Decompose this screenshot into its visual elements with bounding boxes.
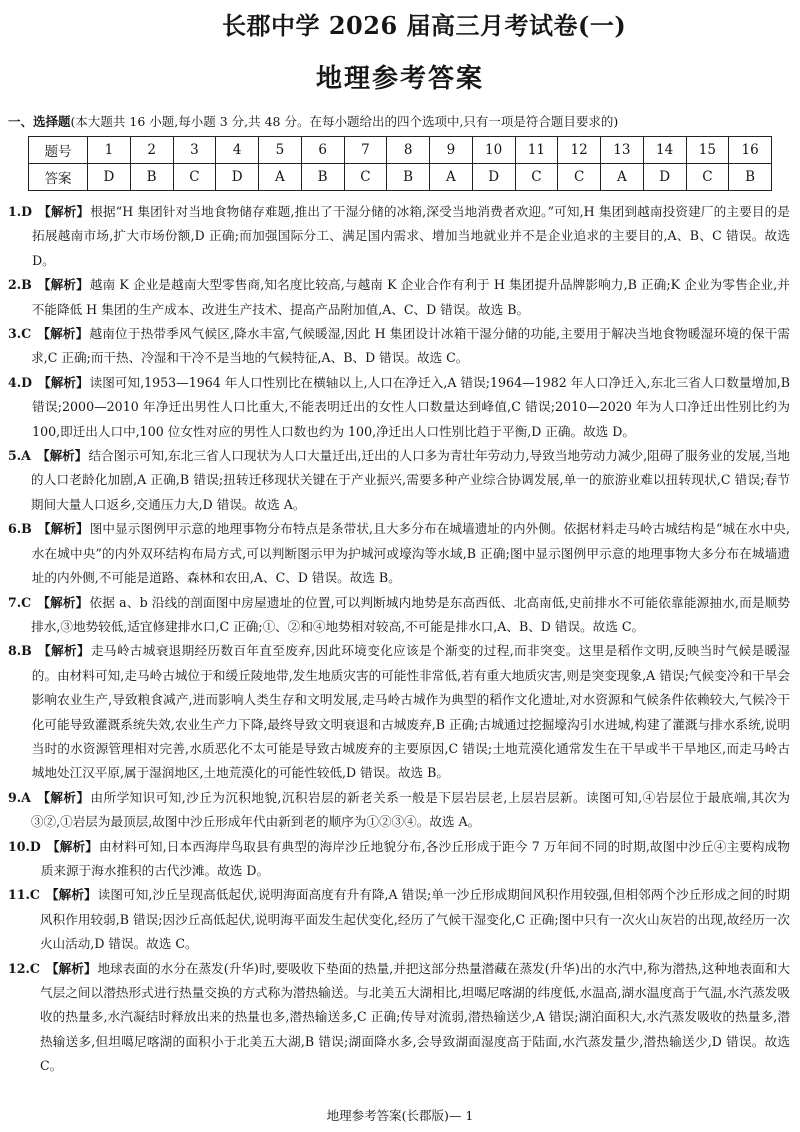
explanation-item bbox=[8, 273, 790, 322]
item-text: 读图可知,1953—1964 年人口性别比在横轴以上,人口在净迁入,A 错误;1964—1982 年人口净迁入,东北三省人口数量增加,B 错误;2000—2010 年净迁出男性人口比重大,不能表明迁出的女性人口数量达到峰值,C 错误;2010—2020 年为人口净迁出性别比约为 100,即迁出人口中,100 位女性对应的男性人口数也约为 100,净迁出人口性别比趋于平衡,D 正确。故选 D。 bbox=[32, 374, 790, 439]
page-title: 地理参考答案 bbox=[315, 64, 484, 94]
item-number-answer: 7.C bbox=[8, 594, 32, 610]
item-text: 读图可知,沙丘呈现高低起伏,说明海面高度有升有降,A 错误;单一沙丘形成期间风积作用较强,但相邻两个沙丘形成之间的时期风积作用较弱,B 错误;因沙丘高低起伏,说明海平面发生起伏变化,经历了气候干湿变化,C 正确;图中只有一次火山灰岩的出现,故经历一次火山活动,D 错误。故选 C。 bbox=[39, 887, 791, 952]
analysis-tag: 【解析】 bbox=[45, 887, 97, 903]
analysis-tag: 【解析】 bbox=[45, 960, 97, 976]
item-number-answer: 8.B bbox=[8, 643, 32, 659]
section-heading bbox=[8, 112, 798, 132]
question-number-cell: 2 bbox=[130, 137, 173, 164]
item-body bbox=[40, 883, 790, 956]
item-text: 由材料可知,日本西海岸鸟取县有典型的海岸沙丘地貌分布,各沙丘形成于距今 7 万年间不同的时期,故图中沙丘④主要构成物质来源于海水推积的古代沙滩。故选 D。 bbox=[40, 838, 791, 878]
answer-table-answer-row bbox=[29, 164, 772, 191]
analysis-tag: 【解析】 bbox=[36, 789, 90, 805]
explanation-item bbox=[8, 835, 790, 884]
item-body bbox=[32, 517, 790, 590]
explanation-item bbox=[8, 517, 790, 590]
answer-cell: A bbox=[601, 164, 644, 191]
item-text: 结合图示可知,东北三省人口现状为人口大量迁出,迁出的人口多为青壮年劳动力,导致当地劳动力减少,阻碍了服务业的发展,当地的人口老龄化加剧,A 正确,B 错误;扭转迁移现状关键在于产业振兴,需要多种产业综合协调发展,单一的旅游业难以扭转现状,C 错误;春节期间大量人口返乡,交通压力大,D 错误。故选 A。 bbox=[30, 448, 790, 512]
analysis-tag: 【解析】 bbox=[36, 448, 88, 464]
item-text: 依据 a、b 沿线的剖面图中房屋遗址的位置,可以判断城内地势是东高西低、北高南低,史前排水不可能依靠能源抽水,而是顺势排水,③地势较低,适宜修建排水口,C 正确;①、②和④地势相对较高,不可能是排水口,A、B、D 错误。故选 C。 bbox=[31, 594, 790, 634]
item-body bbox=[32, 273, 790, 322]
item-body bbox=[31, 591, 790, 640]
question-number-cell: 9 bbox=[430, 137, 473, 164]
item-body bbox=[32, 639, 790, 785]
question-number-cell: 11 bbox=[515, 137, 558, 164]
item-text: 地球表面的水分在蒸发(升华)时,要吸收下垫面的热量,并把这部分热量潜藏在蒸发(升华)出的水汽中,称为潜热,这种地表面和大气层之间以潜热形式进行热量交换的方式称为潜热输送。与北美五大湖相比,坦噶尼喀湖的纬度低,水温高,湖水温度高于气温,水汽蒸发吸收的热量多,水汽凝结时释放出来的热量也多,潜热输送多,C 正确;传导对流弱,潜热输送少,A 错误;湖泊面积大,水汽蒸发吸收的热量多,潜热输送多,但坦噶尼喀湖的面积小于北美五大湖,B 错误;湖面降水多,会导致湖面湿度高于陆面,水汽蒸发量少,潜热输送少,D 错误。故选 C。 bbox=[39, 960, 790, 1074]
item-body bbox=[31, 444, 790, 517]
question-number-cell: 13 bbox=[601, 137, 644, 164]
question-number-cell: 7 bbox=[344, 137, 387, 164]
analysis-tag: 【解析】 bbox=[38, 374, 89, 390]
question-number-cell: 16 bbox=[729, 137, 772, 164]
item-body bbox=[32, 200, 790, 273]
item-body bbox=[40, 957, 790, 1079]
item-text: 由所学知识可知,沙丘为沉积地貌,沉积岩层的新老关系一般是下层岩层老,上层岩层新。读图可知,④岩层位于最底端,其次为③②,①岩层为最顶层,故图中沙丘形成年代由新到老的顺序为①②③④。故选 A。 bbox=[30, 789, 790, 830]
item-number-answer: 4.D bbox=[8, 374, 33, 390]
analysis-tag: 【解析】 bbox=[37, 521, 89, 537]
item-body bbox=[32, 371, 790, 444]
question-number-cell: 14 bbox=[643, 137, 686, 164]
answer-table bbox=[28, 136, 772, 191]
explanation-item bbox=[8, 322, 790, 371]
section-instructions: (本大题共 16 小题,每小题 3 分,共 48 分。在每小题给出的四个选项中,只有一项是符合题目要求的) bbox=[70, 114, 619, 129]
item-body bbox=[41, 835, 790, 884]
item-number-answer: 11.C bbox=[8, 887, 40, 903]
question-number-cell: 1 bbox=[88, 137, 131, 164]
answer-cell: B bbox=[301, 164, 344, 191]
question-number-cell: 15 bbox=[686, 137, 729, 164]
answer-cell: C bbox=[344, 164, 387, 191]
explanation-item bbox=[8, 786, 790, 835]
answer-cell: A bbox=[259, 164, 302, 191]
item-body bbox=[31, 322, 790, 371]
item-number-answer: 2.B bbox=[8, 277, 32, 293]
question-number-cell: 4 bbox=[216, 137, 259, 164]
explanation-list bbox=[8, 200, 790, 1079]
answer-cell: C bbox=[515, 164, 558, 191]
section-label: 一、选择题 bbox=[8, 114, 71, 129]
question-number-cell: 8 bbox=[387, 137, 430, 164]
row-label-answer: 答案 bbox=[29, 164, 88, 191]
question-number-cell: 12 bbox=[558, 137, 601, 164]
item-number-answer: 12.C bbox=[8, 960, 40, 976]
item-text: 走马岭古城衰退期经历数百年直至废弃,因此环境变化应该是个渐变的过程,而非突变。这里是稻作文明,反映当时气候是暖湿的。由材料可知,走马岭古城位于和缓丘陵地带,发生地质灾害的可能性非常低,若有重大地质灾害,则是突变现象,A 错误;气候变冷和干旱会影响农业生产,导致粮食减产,进而影响人类生存和文明发展,走马岭古城作为典型的稻作文化遗址,对水资源和气候条件依赖较大,气候冷干化可能导致灌溉系统失效,农业生产力下降,最终导致文明衰退和古城废弃,B 正确;古城通过挖掘壕沟引水进城,构建了灌溉与排水系统,说明当时的水资源管理相对完善,水质恶化不太可能是导致古城废弃的主要原因,C 错误;土地荒漠化通常发生在干旱或半干旱地区,而走马岭古城地处江汉平原,属于湿润地区,土地荒漠化的可能性较低,D 错误。故选 B。 bbox=[31, 643, 790, 781]
answer-cell: D bbox=[472, 164, 515, 191]
answer-cell: D bbox=[643, 164, 686, 191]
item-text: 图中显示图例甲示意的地理事物分布特点是条带状,且大多分布在城墙遗址的内外侧。依据材料走马岭古城结构是“城在水中央,水在城中央”的内外双环结构布局方式,可以判断图示甲为护城河或壕沟等水域,B 正确;图中显示图例甲示意的地理事物大多分布在城墙遗址的内外侧,不可能是道路、森林和农田,A、C、D 错误。故选 B。 bbox=[31, 521, 791, 586]
answer-cell: B bbox=[387, 164, 430, 191]
answer-cell: A bbox=[430, 164, 473, 191]
exam-header-title: 长郡中学 2026 届高三月考试卷(一) bbox=[222, 11, 627, 40]
answer-cell: B bbox=[130, 164, 173, 191]
explanation-item bbox=[8, 591, 790, 640]
answer-cell: C bbox=[686, 164, 729, 191]
item-text: 越南 K 企业是越南大型零售商,知名度比较高,与越南 K 企业合作有利于 H 集团提升品牌影响力,B 正确;K 企业为零售企业,并不能降低 H 集团的生产成本、改进生产技术、提高产品附加值,A、C、D 错误。故选 B。 bbox=[31, 277, 791, 317]
item-number-answer: 5.A bbox=[8, 448, 31, 464]
item-text: 根据“H 集团针对当地食物储存难题,推出了干湿分储的冰箱,深受当地消费者欢迎。”可知,H 集团到越南投资建厂的主要目的是拓展越南市场,扩大市场份额,D 正确;而加强国际分工、满足国内需求、增加当地就业并不是企业追求的主要目的,A、B、C 错误。故选 D。 bbox=[32, 204, 790, 268]
analysis-tag: 【解析】 bbox=[37, 277, 89, 293]
answer-cell: D bbox=[216, 164, 259, 191]
answer-cell: B bbox=[729, 164, 772, 191]
item-number-answer: 6.B bbox=[8, 521, 32, 537]
page-footer: 地理参考答案(长郡版)— 1 bbox=[326, 1108, 474, 1123]
analysis-tag: 【解析】 bbox=[38, 204, 90, 219]
analysis-tag: 【解析】 bbox=[46, 838, 98, 854]
item-number-answer: 10.D bbox=[8, 838, 41, 854]
explanation-item bbox=[8, 883, 790, 956]
item-body bbox=[31, 786, 790, 835]
analysis-tag: 【解析】 bbox=[37, 326, 89, 342]
answer-cell: C bbox=[173, 164, 216, 191]
explanation-item bbox=[8, 371, 790, 444]
item-number-answer: 3.C bbox=[8, 326, 32, 342]
explanation-item bbox=[8, 444, 790, 517]
question-number-cell: 6 bbox=[301, 137, 344, 164]
item-number-answer: 1.D bbox=[8, 204, 33, 219]
answer-cell: C bbox=[558, 164, 601, 191]
explanation-item bbox=[8, 200, 790, 273]
question-number-cell: 10 bbox=[472, 137, 515, 164]
answer-cell: D bbox=[88, 164, 131, 191]
answer-table-number-row bbox=[29, 137, 772, 164]
explanation-item bbox=[8, 957, 790, 1079]
explanation-item bbox=[8, 639, 790, 785]
analysis-tag: 【解析】 bbox=[37, 643, 90, 659]
question-number-cell: 3 bbox=[173, 137, 216, 164]
question-number-cell: 5 bbox=[259, 137, 302, 164]
row-label-number: 题号 bbox=[29, 137, 88, 164]
item-number-answer: 9.A bbox=[8, 789, 31, 805]
analysis-tag: 【解析】 bbox=[37, 594, 89, 610]
item-text: 越南位于热带季风气候区,降水丰富,气候暖湿,因此 H 集团设计冰箱干湿分储的功能,主要用于解决当地食物暖湿环境的保干需求,C 正确;而干热、冷湿和干冷不是当地的气候特征,A、B、D 错误。故选 C。 bbox=[31, 326, 790, 366]
